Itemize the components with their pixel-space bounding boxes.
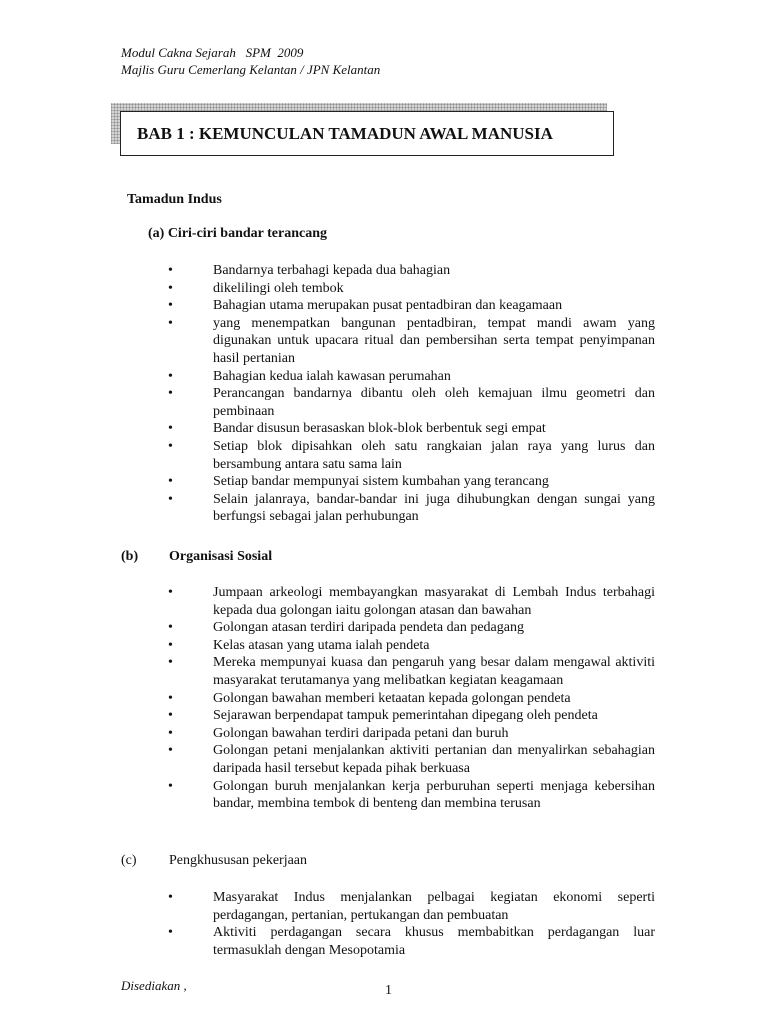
document-header bbox=[121, 44, 380, 78]
bullet-icon: • bbox=[168, 890, 173, 905]
list-item: • Golongan bawahan memberi ketaatan kepada golongan pendeta bbox=[168, 690, 571, 706]
list-item: • Golongan atasan terdiri daripada pendeta dan pedagang bbox=[168, 620, 524, 636]
bullet-icon: • bbox=[168, 368, 173, 384]
page-number: 1 bbox=[385, 983, 392, 998]
list-item: • Perancangan bandarnya dibantu oleh oleh kemajuan ilmu geometri dan pembinaan bbox=[168, 386, 655, 419]
bullet-icon: • bbox=[168, 421, 173, 437]
list-item: • Bahagian utama merupakan pusat pentadbiran dan keagamaan bbox=[168, 298, 563, 314]
list-item: • Bandar disusun berasaskan blok-blok berbentuk segi empat bbox=[168, 421, 546, 437]
list-item: • Kelas atasan yang utama ialah pendeta bbox=[168, 637, 430, 653]
list-item: • Setiap blok dipisahkan oleh satu rangkaian jalan raya yang lurus dan bersambung antara satu sama lain bbox=[168, 438, 655, 472]
part-c-title: Pengkhususan pekerjaan bbox=[169, 853, 308, 868]
header-organization-line: Majlis Guru Cemerlang Kelantan / JPN Kelantan bbox=[121, 62, 381, 77]
list-item: • Jumpaan arkeologi membayangkan masyarakat di Lembah Indus terbahagi kepada dua golongan iaitu golongan atasan dan bawahan bbox=[168, 585, 655, 618]
list-item: • Masyarakat Indus menjalankan pelbagai kegiatan ekonomi seperti perdagangan, pertanian, pertukangan dan pembuatan bbox=[168, 890, 655, 923]
bullet-icon: • bbox=[168, 743, 173, 759]
bullet-icon: • bbox=[168, 438, 173, 454]
bullet-icon: • bbox=[168, 315, 173, 331]
list-item: • yang menempatkan bangunan pentadbiran, tempat mandi awam yang digunakan untuk upacara ritual dan pembersihan serta tempat penyimpanan hasil pertanian bbox=[168, 315, 655, 366]
chapter-title-box bbox=[120, 111, 614, 156]
list-item: • Bahagian kedua ialah kawasan perumahan bbox=[168, 368, 451, 384]
bullet-icon: • bbox=[168, 491, 173, 507]
list-item: • Aktiviti perdagangan secara khusus membabitkan perdagangan luar termasuklah dengan Mesopotamia bbox=[168, 925, 655, 958]
bullet-icon: • bbox=[168, 263, 173, 278]
bullet-icon: • bbox=[168, 725, 173, 741]
list-item: • Golongan buruh menjalankan kerja perburuhan seperti menjaga kebersihan bandar, membina tembok di benteng dan membina terusan bbox=[168, 778, 655, 812]
bullet-icon: • bbox=[168, 637, 173, 653]
bullet-icon: • bbox=[168, 386, 173, 402]
list-item: • Golongan petani menjalankan aktiviti pertanian dan menyalirkan sebahagian daripada hasil tersebut kepada pihak berkuasa bbox=[168, 743, 655, 776]
bullet-icon: • bbox=[168, 778, 173, 794]
part-c-label: (c) bbox=[121, 853, 137, 868]
part-b-title: Organisasi Sosial bbox=[169, 549, 273, 564]
part-b-label: (b) bbox=[121, 549, 139, 564]
bullet-icon: • bbox=[168, 620, 173, 636]
header-module-line: Modul Cakna Sejarah SPM 2009 bbox=[121, 45, 304, 60]
bullet-icon: • bbox=[168, 474, 173, 490]
part-a-heading: (a) Ciri-ciri bandar terancang bbox=[148, 226, 327, 241]
bullet-icon: • bbox=[168, 708, 173, 724]
bullet-icon: • bbox=[168, 280, 173, 296]
prepared-by-label: Disediakan , bbox=[121, 978, 187, 993]
bullet-icon: • bbox=[168, 298, 173, 314]
list-item: • Bandarnya terbahagi kepada dua bahagian bbox=[168, 263, 451, 278]
chapter-title: BAB 1 : KEMUNCULAN TAMADUN AWAL MANUSIA bbox=[137, 123, 553, 143]
part-a-list bbox=[168, 262, 655, 526]
list-item: • Mereka mempunyai kuasa dan pengaruh yang besar dalam mengawal aktiviti masyarakat terutamanya yang melibatkan kegiatan keagamaan bbox=[168, 655, 655, 688]
bullet-icon: • bbox=[168, 925, 173, 941]
list-item: • dikelilingi oleh tembok bbox=[168, 280, 344, 296]
part-c-list bbox=[168, 889, 655, 959]
bullet-icon: • bbox=[168, 585, 173, 600]
list-item: • Setiap bandar mempunyai sistem kumbahan yang terancang bbox=[168, 474, 549, 490]
part-b-list bbox=[168, 584, 655, 813]
list-item: • Golongan bawahan terdiri daripada petani dan buruh bbox=[168, 725, 509, 741]
bullet-icon: • bbox=[168, 690, 173, 706]
bullet-icon: • bbox=[168, 655, 173, 671]
list-item: • Selain jalanraya, bandar-bandar ini juga dihubungkan dengan sungai yang berfungsi sebagai jalan perhubungan bbox=[168, 491, 655, 525]
section-title: Tamadun Indus bbox=[127, 192, 222, 207]
list-item: • Sejarawan berpendapat tampuk pemerintahan dipegang oleh pendeta bbox=[168, 708, 598, 724]
